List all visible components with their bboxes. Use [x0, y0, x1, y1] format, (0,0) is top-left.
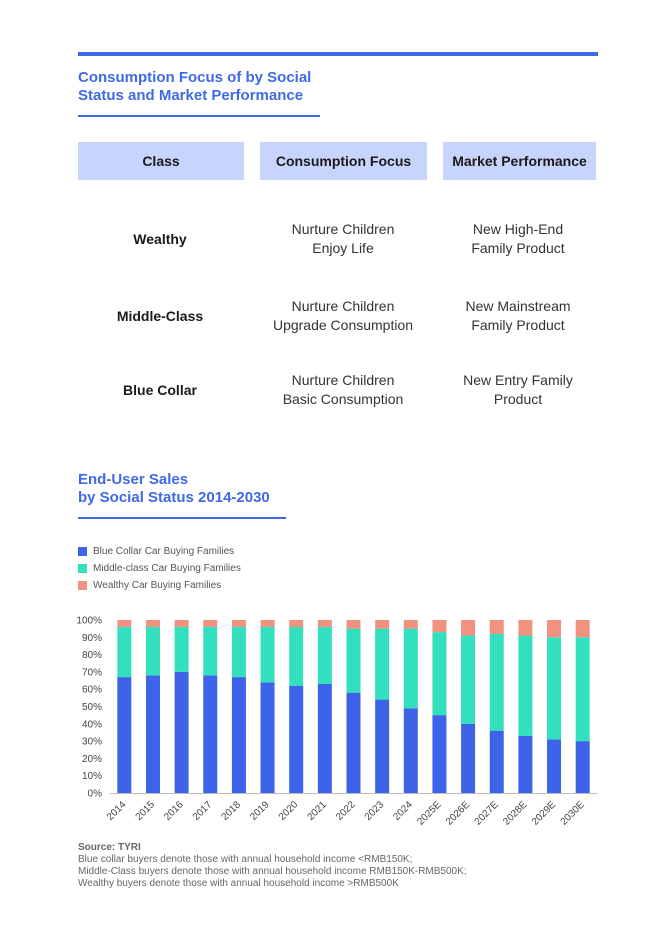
bar-segment-wealthy-2027E — [490, 620, 504, 634]
x-tick-label: 2022 — [334, 799, 358, 823]
y-tick-label: 70% — [81, 667, 102, 679]
bar-segment-middle-class-2023 — [375, 629, 389, 700]
performance-line: Product — [493, 391, 543, 407]
y-tick-label: 20% — [81, 753, 102, 765]
table-cell-class-wealthy: Wealthy — [133, 231, 187, 247]
performance-line: New Mainstream — [465, 298, 571, 314]
bar-segment-blue-collar-2014 — [117, 677, 131, 793]
bar-segment-wealthy-2029E — [547, 620, 561, 637]
bar-segment-blue-collar-2029E — [547, 739, 561, 793]
bar-segment-middle-class-2017 — [203, 627, 217, 675]
legend-swatch — [78, 581, 87, 590]
legend-swatch — [78, 564, 87, 573]
footer-source: Source: TYRI — [78, 842, 141, 853]
focus-line: Upgrade Consumption — [272, 317, 414, 333]
bar-segment-middle-class-2020 — [289, 627, 303, 686]
bar-segment-blue-collar-2017 — [203, 675, 217, 793]
bar-segment-blue-collar-2023 — [375, 700, 389, 793]
table-header-consumption-focus: Consumption Focus — [260, 142, 427, 180]
footer-note: Wealthy buyers denote those with annual household income >RMB500K — [78, 878, 399, 889]
footer-notes — [78, 842, 467, 890]
legend-item-blue-collar — [78, 546, 234, 557]
y-tick-label: 80% — [81, 650, 102, 662]
y-tick-label: 100% — [76, 615, 102, 627]
bar-segment-middle-class-2018 — [232, 627, 246, 677]
bar-segment-wealthy-2028E — [518, 620, 532, 636]
x-tick-label: 2015 — [133, 799, 158, 823]
bar-segment-wealthy-2018 — [232, 620, 246, 627]
legend-label: Blue Collar Car Buying Families — [93, 546, 235, 557]
bar-segment-middle-class-2014 — [117, 627, 131, 677]
x-tick-label: 2019 — [248, 799, 272, 823]
bar-segment-blue-collar-2027E — [490, 731, 504, 793]
focus-line: Nurture Children — [291, 221, 395, 237]
table-cell-performance-wealthy — [434, 220, 602, 258]
x-tick-label: 2028E — [501, 799, 530, 828]
table-header-market-performance: Market Performance — [443, 142, 596, 180]
x-tick-label: 2030E — [558, 799, 587, 828]
table-cell-focus-middle — [259, 297, 427, 335]
bar-segment-blue-collar-2022 — [347, 693, 361, 793]
table-cell-focus-wealthy — [259, 220, 427, 258]
table-cell-focus-blue-collar — [259, 371, 427, 409]
y-tick-label: 60% — [81, 684, 102, 696]
legend-swatch — [78, 547, 87, 556]
bar-segment-wealthy-2020 — [289, 620, 303, 627]
bar-segment-blue-collar-2024 — [404, 708, 418, 793]
bar-segment-blue-collar-2018 — [232, 677, 246, 793]
bar-segment-middle-class-2030E — [576, 637, 590, 741]
bar-segment-middle-class-2015 — [146, 627, 160, 675]
bar-segment-blue-collar-2028E — [518, 736, 532, 793]
table-cell-class-blue-collar: Blue Collar — [123, 382, 197, 398]
x-tick-label: 2025E — [415, 799, 444, 828]
section-title-end-user-sales — [78, 471, 270, 507]
focus-line: Basic Consumption — [282, 391, 404, 407]
y-tick-label: 40% — [81, 719, 102, 731]
focus-line: Enjoy Life — [312, 240, 374, 256]
bar-segment-blue-collar-2016 — [175, 672, 189, 793]
x-tick-label: 2018 — [219, 799, 244, 823]
stacked-bar-chart — [0, 600, 672, 840]
y-tick-label: 50% — [81, 702, 102, 713]
bar-segment-middle-class-2021 — [318, 627, 332, 684]
bar-segment-blue-collar-2030E — [576, 741, 590, 793]
bar-segment-wealthy-2024 — [404, 620, 418, 629]
bar-segment-middle-class-2022 — [347, 629, 361, 693]
bar-segment-wealthy-2015 — [146, 620, 160, 627]
bar-segment-middle-class-2024 — [404, 629, 418, 709]
legend-label: Wealthy Car Buying Families — [93, 580, 222, 591]
table-cell-performance-blue-collar — [434, 371, 602, 409]
table-cell-performance-middle — [434, 297, 602, 335]
bar-segment-wealthy-2016 — [175, 620, 189, 627]
bar-segment-wealthy-2019 — [261, 620, 275, 627]
bar-segment-wealthy-2026E — [461, 620, 475, 636]
x-tick-label: 2027E — [472, 799, 501, 828]
footer-note: Blue collar buyers denote those with annual household income <RMB150K; — [78, 854, 413, 865]
bar-segment-blue-collar-2021 — [318, 684, 332, 793]
top-accent-rule — [78, 52, 598, 56]
legend-label: Middle-class Car Buying Families — [93, 563, 241, 574]
x-tick-label: 2026E — [443, 799, 473, 828]
bar-segment-middle-class-2028E — [518, 636, 532, 736]
bar-segment-wealthy-2030E — [576, 620, 590, 637]
footer-note: Middle-Class buyers denote those with annual household income RMB150K-RMB500K; — [78, 866, 467, 877]
bar-segment-blue-collar-2020 — [289, 686, 303, 793]
bar-segment-middle-class-2019 — [261, 627, 275, 682]
x-tick-label: 2021 — [305, 799, 329, 823]
performance-line: New High-End — [472, 221, 564, 237]
y-tick-label: 0% — [87, 788, 102, 800]
x-tick-label: 2014 — [104, 799, 129, 823]
x-tick-label: 2016 — [162, 799, 186, 823]
section-title-line2: Status and Market Performance — [78, 87, 304, 104]
bar-segment-middle-class-2029E — [547, 637, 561, 739]
bar-segment-middle-class-2016 — [175, 627, 189, 672]
bar-segment-blue-collar-2025E — [432, 715, 446, 793]
section-title-underline — [78, 517, 286, 519]
bar-segment-blue-collar-2019 — [261, 682, 275, 793]
section-title-line1: End-User Sales — [78, 471, 189, 488]
x-tick-label: 2029E — [529, 799, 559, 828]
performance-line: New Entry Family — [463, 372, 573, 388]
bar-segment-blue-collar-2026E — [461, 724, 475, 793]
table-cell-class-middle: Middle-Class — [116, 308, 204, 324]
section-title-line2: by Social Status 2014-2030 — [78, 489, 270, 506]
bar-segment-wealthy-2014 — [117, 620, 131, 627]
bar-segment-middle-class-2025E — [432, 632, 446, 715]
focus-line: Nurture Children — [291, 298, 395, 314]
y-tick-label: 90% — [81, 632, 102, 644]
legend-item-middle-class — [78, 563, 241, 574]
section-title-underline — [78, 115, 320, 117]
bar-segment-wealthy-2025E — [432, 620, 446, 632]
bar-segment-middle-class-2026E — [461, 636, 475, 724]
focus-line: Nurture Children — [291, 372, 395, 388]
bar-segment-blue-collar-2015 — [146, 675, 160, 793]
section-title-line1: Consumption Focus of by Social — [78, 69, 312, 86]
y-tick-label: 30% — [81, 736, 102, 748]
bar-segment-wealthy-2022 — [347, 620, 361, 629]
performance-line: Family Product — [471, 317, 565, 333]
x-tick-label: 2024 — [391, 799, 415, 823]
bar-segment-wealthy-2021 — [318, 620, 332, 627]
x-tick-label: 2020 — [276, 799, 301, 823]
x-tick-label: 2017 — [190, 799, 215, 823]
bar-segment-wealthy-2017 — [203, 620, 217, 627]
legend-item-wealthy — [78, 580, 221, 591]
section-title-consumption-focus — [78, 69, 311, 105]
bar-segment-wealthy-2023 — [375, 620, 389, 629]
bar-segment-middle-class-2027E — [490, 634, 504, 731]
performance-line: Family Product — [471, 240, 565, 256]
table-header-class: Class — [78, 142, 244, 180]
x-tick-label: 2023 — [362, 799, 387, 823]
y-tick-label: 10% — [81, 771, 102, 783]
